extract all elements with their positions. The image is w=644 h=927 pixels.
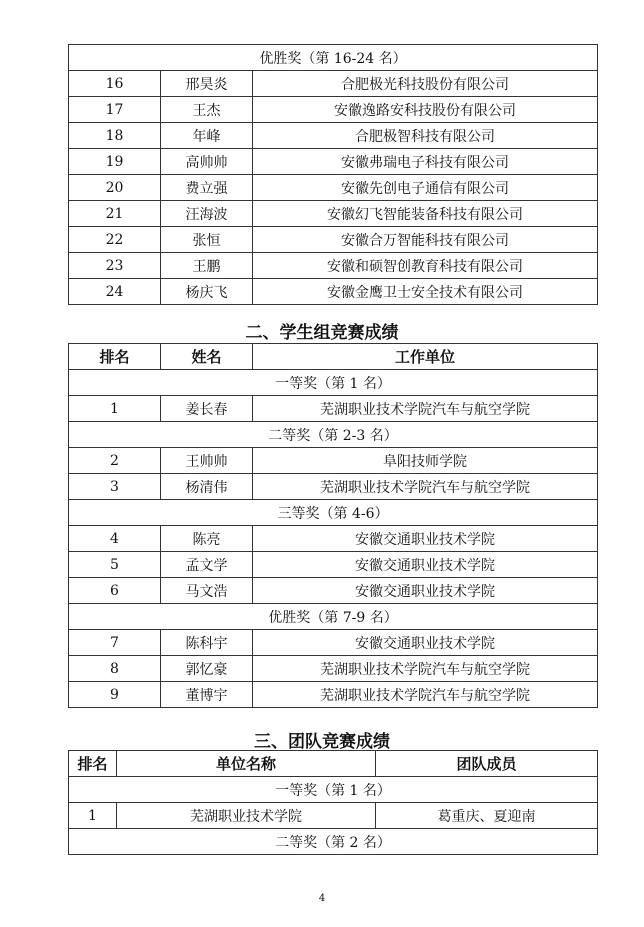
unit-cell: 安徽交通职业技术学院 bbox=[253, 578, 598, 604]
winners-table-16-24 bbox=[68, 44, 598, 305]
rank-cell: 9 bbox=[69, 682, 161, 708]
table-row bbox=[69, 149, 598, 175]
award-group-label: 一等奖（第 1 名） bbox=[69, 370, 598, 396]
table-row bbox=[69, 201, 598, 227]
name-cell: 陈亮 bbox=[161, 526, 253, 552]
award-group-label: 优胜奖（第 7-9 名） bbox=[69, 604, 598, 630]
rank-cell: 6 bbox=[69, 578, 161, 604]
table-row bbox=[69, 175, 598, 201]
award-group-label: 三等奖（第 4-6） bbox=[69, 500, 598, 526]
name-cell: 孟文学 bbox=[161, 552, 253, 578]
header-members: 团队成员 bbox=[376, 751, 598, 777]
unit-cell: 芜湖职业技术学院汽车与航空学院 bbox=[253, 396, 598, 422]
rank-cell: 1 bbox=[69, 803, 117, 829]
table-row bbox=[69, 526, 598, 552]
name-cell: 费立强 bbox=[161, 175, 253, 201]
unit-cell: 安徽交通职业技术学院 bbox=[253, 552, 598, 578]
header-unit: 工作单位 bbox=[253, 344, 598, 370]
rank-cell: 2 bbox=[69, 448, 161, 474]
unit-cell: 安徽合万智能科技有限公司 bbox=[253, 227, 598, 253]
header-name: 姓名 bbox=[161, 344, 253, 370]
unit-cell: 芜湖职业技术学院汽车与航空学院 bbox=[253, 474, 598, 500]
rank-cell: 3 bbox=[69, 474, 161, 500]
rank-cell: 21 bbox=[69, 201, 161, 227]
table-row bbox=[69, 279, 598, 305]
rank-cell: 24 bbox=[69, 279, 161, 305]
award-group-row bbox=[69, 604, 598, 630]
table-row bbox=[69, 578, 598, 604]
table-row bbox=[69, 97, 598, 123]
name-cell: 张恒 bbox=[161, 227, 253, 253]
rank-cell: 20 bbox=[69, 175, 161, 201]
name-cell: 姜长春 bbox=[161, 396, 253, 422]
name-cell: 杨庆飞 bbox=[161, 279, 253, 305]
rank-cell: 19 bbox=[69, 149, 161, 175]
student-section-title: 二、学生组竞赛成绩 bbox=[245, 323, 399, 343]
table-row bbox=[69, 630, 598, 656]
unit-cell: 芜湖职业技术学院汽车与航空学院 bbox=[253, 656, 598, 682]
page-number: 4 bbox=[318, 893, 326, 904]
unit-cell: 阜阳技师学院 bbox=[253, 448, 598, 474]
unit-cell: 安徽先创电子通信有限公司 bbox=[253, 175, 598, 201]
name-cell: 王杰 bbox=[161, 97, 253, 123]
name-cell: 王帅帅 bbox=[161, 448, 253, 474]
unit-cell: 安徽交通职业技术学院 bbox=[253, 630, 598, 656]
rank-cell: 18 bbox=[69, 123, 161, 149]
unit-cell: 安徽金鹰卫士安全技术有限公司 bbox=[253, 279, 598, 305]
award-group-label: 一等奖（第 1 名） bbox=[69, 777, 598, 803]
rank-cell: 7 bbox=[69, 630, 161, 656]
name-cell: 王鹏 bbox=[161, 253, 253, 279]
header-rank: 排名 bbox=[69, 751, 117, 777]
unit-cell: 安徽和硕智创教育科技有限公司 bbox=[253, 253, 598, 279]
header-rank: 排名 bbox=[69, 344, 161, 370]
name-cell: 年峰 bbox=[161, 123, 253, 149]
table-row bbox=[69, 71, 598, 97]
rank-cell: 16 bbox=[69, 71, 161, 97]
table-row bbox=[69, 803, 598, 829]
name-cell: 马文浩 bbox=[161, 578, 253, 604]
unit-cell: 芜湖职业技术学院汽车与航空学院 bbox=[253, 682, 598, 708]
name-cell: 董博宇 bbox=[161, 682, 253, 708]
table-row bbox=[69, 448, 598, 474]
rank-cell: 8 bbox=[69, 656, 161, 682]
members-cell: 葛重庆、夏迎南 bbox=[376, 803, 598, 829]
table-row bbox=[69, 227, 598, 253]
name-cell: 郭忆豪 bbox=[161, 656, 253, 682]
award-group-row bbox=[69, 370, 598, 396]
name-cell: 邢昊炎 bbox=[161, 71, 253, 97]
award-group-row bbox=[69, 45, 598, 71]
table-row bbox=[69, 253, 598, 279]
unit-cell: 安徽逸路安科技股份有限公司 bbox=[253, 97, 598, 123]
header-unit-name: 单位名称 bbox=[117, 751, 376, 777]
unit-cell: 安徽幻飞智能装备科技有限公司 bbox=[253, 201, 598, 227]
table-row bbox=[69, 123, 598, 149]
rank-cell: 5 bbox=[69, 552, 161, 578]
rank-cell: 23 bbox=[69, 253, 161, 279]
unit-cell: 合肥极智科技有限公司 bbox=[253, 123, 598, 149]
award-group-row bbox=[69, 422, 598, 448]
team-section-title: 三、团队竞赛成绩 bbox=[254, 732, 390, 752]
award-group-row bbox=[69, 829, 598, 855]
rank-cell: 4 bbox=[69, 526, 161, 552]
table-row bbox=[69, 552, 598, 578]
award-group-row bbox=[69, 777, 598, 803]
unit-cell: 安徽弗瑞电子科技有限公司 bbox=[253, 149, 598, 175]
rank-cell: 22 bbox=[69, 227, 161, 253]
award-group-label: 优胜奖（第 16-24 名） bbox=[69, 45, 598, 71]
unit-cell: 芜湖职业技术学院 bbox=[117, 803, 376, 829]
rank-cell: 17 bbox=[69, 97, 161, 123]
table-header-row bbox=[69, 751, 598, 777]
table-row bbox=[69, 474, 598, 500]
name-cell: 高帅帅 bbox=[161, 149, 253, 175]
table-header-row bbox=[69, 344, 598, 370]
rank-cell: 1 bbox=[69, 396, 161, 422]
table-row bbox=[69, 656, 598, 682]
award-group-label: 二等奖（第 2 名） bbox=[69, 829, 598, 855]
student-results-table bbox=[68, 343, 598, 708]
name-cell: 杨清伟 bbox=[161, 474, 253, 500]
name-cell: 陈科宇 bbox=[161, 630, 253, 656]
award-group-label: 二等奖（第 2-3 名） bbox=[69, 422, 598, 448]
team-results-table bbox=[68, 750, 598, 855]
name-cell: 汪海波 bbox=[161, 201, 253, 227]
table-row bbox=[69, 682, 598, 708]
table-row bbox=[69, 396, 598, 422]
unit-cell: 合肥极光科技股份有限公司 bbox=[253, 71, 598, 97]
unit-cell: 安徽交通职业技术学院 bbox=[253, 526, 598, 552]
award-group-row bbox=[69, 500, 598, 526]
